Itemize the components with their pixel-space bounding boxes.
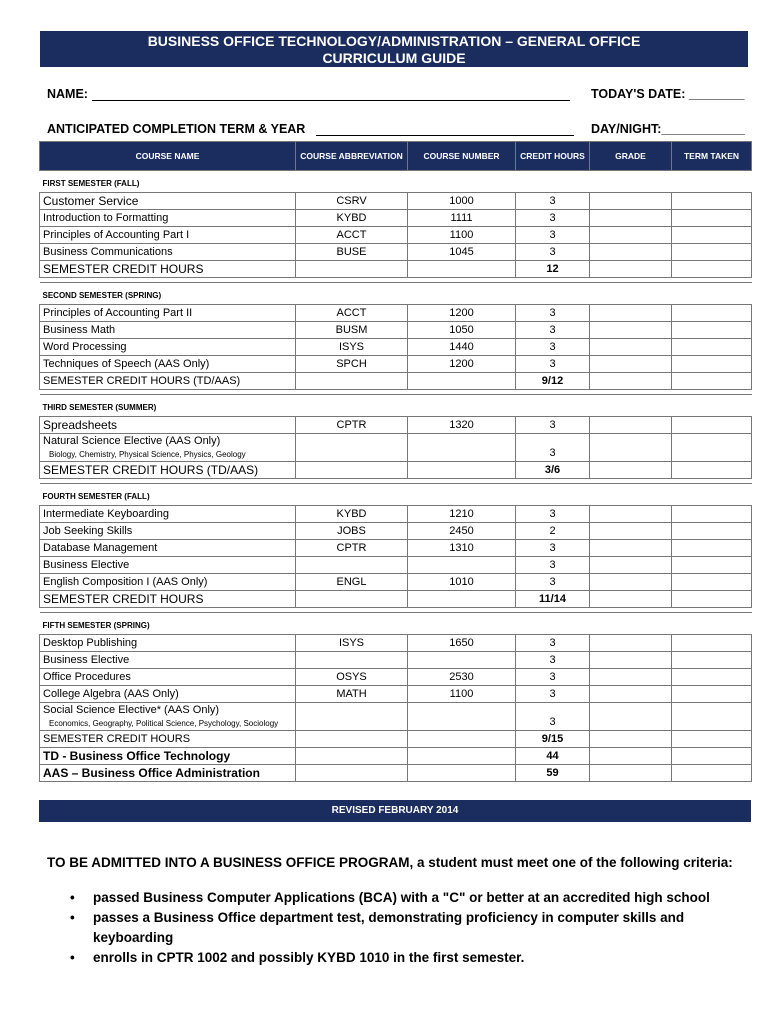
course-name-cell	[40, 669, 296, 686]
course-name: Introduction to Formatting	[43, 212, 169, 224]
course-name-cell	[40, 417, 296, 434]
course-abbreviation: OSYS	[296, 669, 408, 686]
grade-cell[interactable]	[590, 731, 672, 748]
grade-cell[interactable]	[590, 356, 672, 373]
empty-cell	[296, 261, 408, 278]
course-row	[40, 686, 752, 703]
credit-hours: 3	[516, 227, 590, 244]
section-heading-row	[40, 171, 752, 193]
course-row	[40, 356, 752, 373]
revised-date-bar: REVISED FEBRUARY 2014	[39, 800, 751, 822]
bullet-icon: •	[70, 910, 75, 925]
empty-cell	[296, 748, 408, 765]
grade-cell[interactable]	[590, 322, 672, 339]
table-header-row	[40, 142, 752, 171]
term-taken-cell[interactable]	[672, 731, 752, 748]
credit-hours: 3	[516, 506, 590, 523]
grade-cell[interactable]	[590, 686, 672, 703]
course-name: Principles of Accounting Part II	[43, 307, 193, 319]
course-name-cell	[40, 557, 296, 574]
course-abbreviation	[296, 434, 408, 462]
credit-hours: 3	[516, 193, 590, 210]
semester-total-hours: 12	[516, 261, 590, 278]
program-total-label: AAS – Business Office Administration	[40, 765, 296, 782]
course-number: 1010	[408, 574, 516, 591]
course-abbreviation: ACCT	[296, 305, 408, 322]
col-term-taken: TERM TAKEN	[672, 142, 752, 171]
course-abbreviation: KYBD	[296, 210, 408, 227]
credit-hours: 3	[516, 540, 590, 557]
course-row	[40, 703, 752, 731]
day-night-label[interactable]: DAY/NIGHT:____________	[591, 122, 745, 136]
course-abbreviation	[296, 557, 408, 574]
course-abbreviation: CPTR	[296, 417, 408, 434]
course-number: 1100	[408, 686, 516, 703]
term-taken-cell[interactable]	[672, 434, 752, 462]
criteria-item	[70, 948, 710, 968]
grade-cell[interactable]	[590, 305, 672, 322]
empty-cell	[672, 765, 752, 782]
course-name-cell	[40, 703, 296, 731]
course-row	[40, 339, 752, 356]
course-name-cell	[40, 210, 296, 227]
course-row	[40, 193, 752, 210]
course-row	[40, 669, 752, 686]
term-taken-cell[interactable]	[672, 322, 752, 339]
grade-cell[interactable]	[590, 669, 672, 686]
program-total-label: TD - Business Office Technology	[40, 748, 296, 765]
empty-cell	[408, 373, 516, 390]
semester-total-row	[40, 373, 752, 390]
admission-heading: TO BE ADMITTED INTO A BUSINESS OFFICE PROGRAM, a student must meet one of the following criteria:	[47, 855, 733, 870]
credit-hours: 3	[516, 356, 590, 373]
section-heading-row	[40, 484, 752, 506]
term-taken-cell[interactable]	[672, 652, 752, 669]
course-row	[40, 244, 752, 261]
term-taken-cell[interactable]	[672, 305, 752, 322]
term-taken-cell[interactable]	[672, 339, 752, 356]
course-name: Job Seeking Skills	[43, 525, 133, 537]
course-name: College Algebra (AAS Only)	[43, 688, 179, 700]
course-name: Natural Science Elective (AAS Only)	[43, 435, 221, 447]
semester-title: THIRD SEMESTER (SUMMER)	[40, 395, 752, 417]
term-taken-cell[interactable]	[672, 210, 752, 227]
course-row	[40, 305, 752, 322]
grade-cell[interactable]	[590, 652, 672, 669]
section-heading-row	[40, 395, 752, 417]
course-abbreviation: CSRV	[296, 193, 408, 210]
grade-cell[interactable]	[590, 523, 672, 540]
course-name-cell	[40, 339, 296, 356]
empty-cell	[672, 748, 752, 765]
term-taken-cell[interactable]	[672, 635, 752, 652]
program-total-hours: 44	[516, 748, 590, 765]
course-number	[408, 557, 516, 574]
semester-total-hours: 3/6	[516, 462, 590, 479]
course-number: 1000	[408, 193, 516, 210]
course-row	[40, 523, 752, 540]
course-abbreviation: SPCH	[296, 356, 408, 373]
empty-cell	[408, 591, 516, 608]
semester-title: FIFTH SEMESTER (SPRING)	[40, 613, 752, 635]
course-name-cell	[40, 193, 296, 210]
empty-cell	[408, 261, 516, 278]
course-abbreviation: JOBS	[296, 523, 408, 540]
empty-cell	[408, 765, 516, 782]
credit-hours: 2	[516, 523, 590, 540]
course-number	[408, 703, 516, 731]
course-row	[40, 322, 752, 339]
col-course-number: COURSE NUMBER	[408, 142, 516, 171]
grade-cell[interactable]	[590, 417, 672, 434]
course-abbreviation: ENGL	[296, 574, 408, 591]
criteria-text: passed Business Computer Applications (BCA) with a "C" or better at an accredited high school	[93, 890, 710, 905]
term-taken-cell[interactable]	[672, 703, 752, 731]
elective-options: Economics, Geography, Political Science, Psychology, Sociology	[49, 719, 279, 728]
course-name-cell	[40, 540, 296, 557]
course-name-cell	[40, 322, 296, 339]
term-taken-cell[interactable]	[672, 523, 752, 540]
program-total-row	[40, 765, 752, 782]
course-name-cell	[40, 227, 296, 244]
semester-total-row	[40, 462, 752, 479]
grade-cell[interactable]	[590, 227, 672, 244]
credit-hours: 3	[516, 305, 590, 322]
course-number: 1200	[408, 356, 516, 373]
empty-cell	[590, 765, 672, 782]
grade-cell[interactable]	[590, 434, 672, 462]
course-name-cell	[40, 356, 296, 373]
semester-total-row	[40, 591, 752, 608]
admission-criteria-list	[70, 888, 710, 968]
course-abbreviation: BUSE	[296, 244, 408, 261]
empty-cell	[408, 731, 516, 748]
curriculum-table	[39, 141, 752, 782]
col-course-name: COURSE NAME	[40, 142, 296, 171]
title-line-1: BUSINESS OFFICE TECHNOLOGY/ADMINISTRATION – GENERAL OFFICE	[147, 33, 641, 49]
term-taken-cell[interactable]	[672, 669, 752, 686]
course-name: Spreadsheets	[43, 418, 118, 432]
term-taken-cell[interactable]	[672, 557, 752, 574]
credit-hours: 3	[516, 703, 590, 731]
grade-cell[interactable]	[590, 462, 672, 479]
grade-cell[interactable]	[590, 506, 672, 523]
program-total-row	[40, 748, 752, 765]
credit-hours: 3	[516, 210, 590, 227]
grade-cell[interactable]	[590, 540, 672, 557]
semester-total-label: SEMESTER CREDIT HOURS	[40, 261, 296, 278]
course-number	[408, 652, 516, 669]
todays-date-label[interactable]: TODAY'S DATE: ________	[591, 87, 745, 101]
course-name: Business Math	[43, 324, 116, 336]
course-abbreviation: ISYS	[296, 635, 408, 652]
course-number: 2530	[408, 669, 516, 686]
course-number	[408, 434, 516, 462]
term-taken-cell[interactable]	[672, 417, 752, 434]
empty-cell	[296, 591, 408, 608]
course-name-cell	[40, 305, 296, 322]
credit-hours: 3	[516, 652, 590, 669]
course-abbreviation: CPTR	[296, 540, 408, 557]
semester-total-label: SEMESTER CREDIT HOURS (TD/AAS)	[40, 373, 296, 390]
section-heading-row	[40, 283, 752, 305]
course-abbreviation: ACCT	[296, 227, 408, 244]
course-number: 1210	[408, 506, 516, 523]
course-number: 1045	[408, 244, 516, 261]
term-taken-cell[interactable]	[672, 506, 752, 523]
course-name-cell	[40, 652, 296, 669]
col-grade: GRADE	[590, 142, 672, 171]
grade-cell[interactable]	[590, 261, 672, 278]
course-name: Customer Service	[43, 194, 139, 208]
semester-total-label: SEMESTER CREDIT HOURS	[40, 731, 296, 748]
course-name: Office Procedures	[43, 671, 131, 683]
course-row	[40, 434, 752, 462]
grade-cell[interactable]	[590, 574, 672, 591]
empty-cell	[408, 462, 516, 479]
course-row	[40, 635, 752, 652]
empty-cell	[296, 731, 408, 748]
course-name: Principles of Accounting Part I	[43, 229, 190, 241]
grade-cell[interactable]	[590, 193, 672, 210]
course-abbreviation: KYBD	[296, 506, 408, 523]
credit-hours: 3	[516, 635, 590, 652]
course-abbreviation	[296, 703, 408, 731]
course-name: Desktop Publishing	[43, 637, 138, 649]
course-name-cell	[40, 506, 296, 523]
bullet-icon: •	[70, 890, 75, 905]
term-taken-cell[interactable]	[672, 540, 752, 557]
course-number: 1440	[408, 339, 516, 356]
criteria-text: enrolls in CPTR 1002 and possibly KYBD 1010 in the first semester.	[93, 950, 525, 965]
course-name-cell	[40, 635, 296, 652]
title-banner	[40, 31, 748, 67]
credit-hours: 3	[516, 244, 590, 261]
grade-cell[interactable]	[590, 591, 672, 608]
semester-total-hours: 9/12	[516, 373, 590, 390]
course-name: Business Elective	[43, 559, 130, 571]
term-taken-cell[interactable]	[672, 462, 752, 479]
course-number: 1200	[408, 305, 516, 322]
completion-term-label: ANTICIPATED COMPLETION TERM & YEAR	[47, 122, 306, 136]
course-number: 2450	[408, 523, 516, 540]
name-field-line[interactable]	[92, 100, 570, 101]
credit-hours: 3	[516, 686, 590, 703]
course-row	[40, 506, 752, 523]
bullet-icon: •	[70, 950, 75, 965]
completion-term-field-line[interactable]	[316, 135, 574, 136]
program-total-hours: 59	[516, 765, 590, 782]
credit-hours: 3	[516, 339, 590, 356]
credit-hours: 3	[516, 669, 590, 686]
col-course-abbreviation: COURSE ABBREVIATION	[296, 142, 408, 171]
course-name-cell	[40, 434, 296, 462]
course-row	[40, 210, 752, 227]
grade-cell[interactable]	[590, 703, 672, 731]
col-credit-hours: CREDIT HOURS	[516, 142, 590, 171]
term-taken-cell[interactable]	[672, 591, 752, 608]
semester-title: FOURTH SEMESTER (FALL)	[40, 484, 752, 506]
course-number: 1111	[408, 210, 516, 227]
criteria-item	[70, 888, 710, 908]
semester-total-row	[40, 261, 752, 278]
course-name: Social Science Elective* (AAS Only)	[43, 704, 220, 716]
semester-title: FIRST SEMESTER (FALL)	[40, 171, 752, 193]
empty-cell	[296, 462, 408, 479]
course-name: Business Communications	[43, 246, 173, 258]
course-abbreviation: ISYS	[296, 339, 408, 356]
empty-cell	[296, 373, 408, 390]
grade-cell[interactable]	[590, 557, 672, 574]
term-taken-cell[interactable]	[672, 244, 752, 261]
course-number: 1050	[408, 322, 516, 339]
term-taken-cell[interactable]	[672, 261, 752, 278]
section-heading-row	[40, 613, 752, 635]
credit-hours: 3	[516, 417, 590, 434]
semester-total-hours: 11/14	[516, 591, 590, 608]
credit-hours: 3	[516, 434, 590, 462]
course-number: 1320	[408, 417, 516, 434]
credit-hours: 3	[516, 322, 590, 339]
course-number: 1310	[408, 540, 516, 557]
grade-cell[interactable]	[590, 210, 672, 227]
title-line-2: CURRICULUM GUIDE	[322, 50, 466, 66]
course-abbreviation: MATH	[296, 686, 408, 703]
semester-title: SECOND SEMESTER (SPRING)	[40, 283, 752, 305]
semester-total-hours: 9/15	[516, 731, 590, 748]
grade-cell[interactable]	[590, 339, 672, 356]
course-row	[40, 652, 752, 669]
course-name: Techniques of Speech (AAS Only)	[43, 358, 210, 370]
term-taken-cell[interactable]	[672, 356, 752, 373]
course-name: Word Processing	[43, 341, 127, 353]
course-name-cell	[40, 244, 296, 261]
name-label: NAME:	[47, 87, 88, 101]
course-name-cell	[40, 574, 296, 591]
semester-total-label: SEMESTER CREDIT HOURS (TD/AAS)	[40, 462, 296, 479]
course-name: Business Elective	[43, 654, 130, 666]
course-abbreviation: BUSM	[296, 322, 408, 339]
course-name: English Composition I (AAS Only)	[43, 576, 208, 588]
course-name-cell	[40, 686, 296, 703]
course-row	[40, 574, 752, 591]
grade-cell[interactable]	[590, 244, 672, 261]
credit-hours: 3	[516, 557, 590, 574]
empty-cell	[590, 748, 672, 765]
criteria-item	[70, 908, 710, 948]
grade-cell[interactable]	[590, 373, 672, 390]
empty-cell	[296, 765, 408, 782]
semester-total-row	[40, 731, 752, 748]
course-name: Intermediate Keyboarding	[43, 508, 169, 520]
course-row	[40, 417, 752, 434]
course-row	[40, 540, 752, 557]
course-row	[40, 557, 752, 574]
criteria-text: passes a Business Office department test, demonstrating proficiency in computer skills and keyboarding	[93, 910, 685, 945]
course-number: 1100	[408, 227, 516, 244]
elective-options: Biology, Chemistry, Physical Science, Physics, Geology	[49, 450, 246, 459]
empty-cell	[408, 748, 516, 765]
grade-cell[interactable]	[590, 635, 672, 652]
course-name-cell	[40, 523, 296, 540]
term-taken-cell[interactable]	[672, 193, 752, 210]
credit-hours: 3	[516, 574, 590, 591]
term-taken-cell[interactable]	[672, 574, 752, 591]
term-taken-cell[interactable]	[672, 373, 752, 390]
term-taken-cell[interactable]	[672, 227, 752, 244]
term-taken-cell[interactable]	[672, 686, 752, 703]
course-name: Database Management	[43, 542, 158, 554]
course-row	[40, 227, 752, 244]
semester-total-label: SEMESTER CREDIT HOURS	[40, 591, 296, 608]
course-number: 1650	[408, 635, 516, 652]
course-abbreviation	[296, 652, 408, 669]
